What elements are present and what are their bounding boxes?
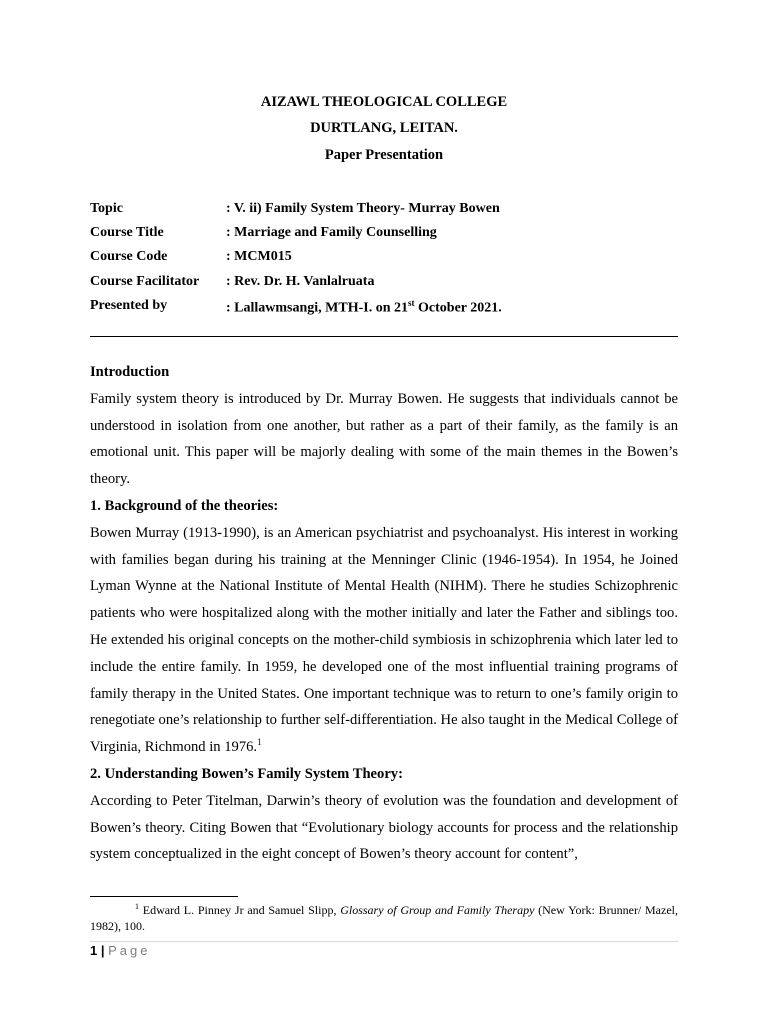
meta-presented-value [226, 298, 502, 317]
meta-facilitator-label: Course Facilitator [90, 274, 200, 289]
document-type: Paper Presentation [324, 147, 444, 163]
meta-facilitator-value: : Rev. Dr. H. Vanlalruata [226, 274, 375, 289]
footnote-text-b: (New York: Brunner/ Mazel, 1982), 100. [90, 903, 678, 933]
footnote-reference[interactable]: 1 [257, 737, 262, 748]
footnote-text-a: Edward L. Pinney Jr and Samuel Slipp, [139, 903, 341, 917]
footnote [90, 899, 678, 934]
college-name: AIZAWL THEOLOGICAL COLLEGE [260, 94, 508, 110]
section1-paragraph [90, 520, 678, 761]
intro-heading: Introduction [90, 364, 170, 380]
meta-topic-label: Topic [90, 201, 123, 216]
meta-course-title-label: Course Title [90, 225, 164, 240]
college-location: DURTLANG, LEITAN. [310, 120, 458, 136]
page-footer [90, 943, 151, 958]
document-body [90, 359, 678, 868]
meta-course-code-label: Course Code [90, 249, 168, 264]
presented-text-a: : Lallawmsangi, MTH-I. on 21 [226, 300, 409, 316]
section1-text: Bowen Murray (1913-1990), is an American psychiatrist and psychoanalyst. His interest in working with families began during his training at the Menninger Clinic (1946-1954). In 1954, he Joined Lyman Wynne at the National Institute of Mental Health (NIHM). There he studies Schizophrenic patients who were hospitalized along with the mother initially and later the Father and siblings too. He extended his original concepts on the mother-child symbiosis in schizophrenia which later led to include the entire family. In 1959, he developed one of the most influential training programs of family therapy in the United States. One important technique was to return to one’s family origin to renegotiate one’s relationship to further self-differentiation. He also taught in the Medical College of Virginia, Richmond in 1976. [90, 524, 678, 756]
intro-paragraph: Family system theory is introduced by Dr. Murray Bowen. He suggests that individuals cannot be understood in isolation from one another, but rather as a part of their family, as the family is an emotional unit. This paper will be majorly dealing with some of the main themes in the Bowen’s theory. [90, 390, 678, 488]
presented-date-suffix: st [408, 298, 415, 308]
section2-paragraph: According to Peter Titelman, Darwin’s theory of evolution was the foundation and development of Bowen’s theory. Citing Bowen that “Evolutionary biology accounts for process and the relationship system conceptualized in the eight concept of Bowen’s theory account for content”, [90, 792, 678, 863]
presented-text-b: October 2021. [414, 300, 502, 316]
section2-heading: 2. Understanding Bowen’s Family System Theory: [90, 765, 403, 782]
page-number: 1 [90, 943, 98, 958]
footnote-separator [90, 896, 238, 897]
meta-topic-value: : V. ii) Family System Theory- Murray Bowen [226, 201, 500, 216]
footnote-marker: 1 [135, 902, 139, 911]
footer-separator: | [100, 943, 105, 958]
meta-course-title-value: : Marriage and Family Counselling [226, 225, 437, 240]
footer-divider [90, 941, 678, 942]
footnote-book-title: Glossary of Group and Family Therapy [340, 903, 535, 917]
title-divider [90, 336, 678, 337]
meta-presented-label: Presented by [90, 298, 168, 313]
meta-course-code-value: : MCM015 [226, 249, 292, 264]
page-label: Page [108, 943, 151, 958]
section1-heading: 1. Background of the theories: [90, 497, 279, 514]
